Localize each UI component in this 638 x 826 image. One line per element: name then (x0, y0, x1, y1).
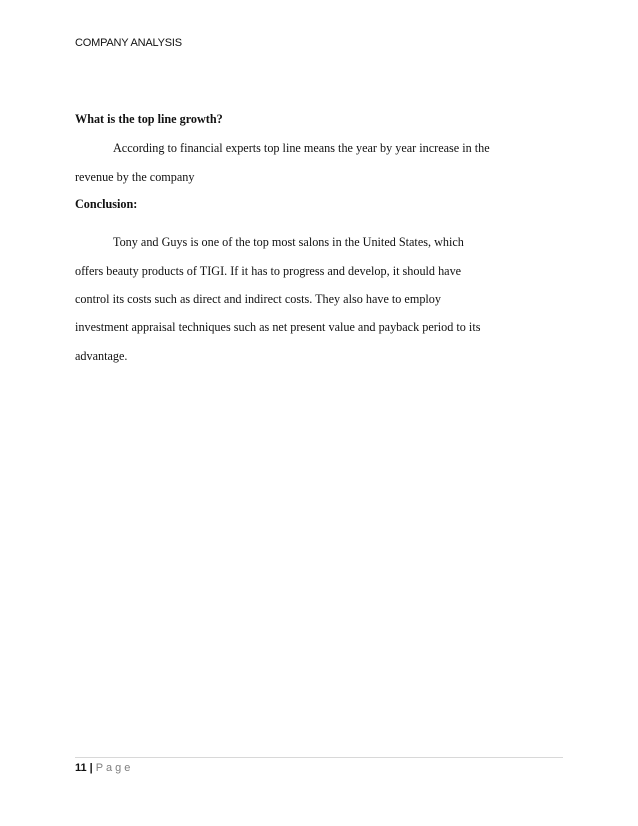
paragraph-line: Tony and Guys is one of the top most salons in the United States, which (113, 235, 464, 249)
page-label: Page (95, 762, 134, 774)
paragraph-line: control its costs such as direct and indirect costs. They also have to employ (75, 292, 441, 306)
paragraph-line: revenue by the company (75, 170, 195, 184)
section-heading-top-line: What is the top line growth? (75, 112, 223, 126)
paragraph-line: offers beauty products of TIGI. If it has to progress and develop, it should have (75, 264, 462, 278)
page-header: COMPANY ANALYSIS (75, 37, 182, 49)
paragraph-line: investment appraisal techniques such as net present value and payback period to its (75, 320, 481, 334)
section-heading-conclusion: Conclusion: (75, 197, 138, 211)
paragraph-line: According to financial experts top line means the year by year increase in the (113, 141, 490, 155)
footer-separator: | (89, 762, 93, 774)
paragraph-line: advantage. (75, 349, 128, 363)
footer-divider (75, 757, 563, 758)
page-footer (75, 762, 133, 774)
page-number: 11 (75, 762, 87, 774)
